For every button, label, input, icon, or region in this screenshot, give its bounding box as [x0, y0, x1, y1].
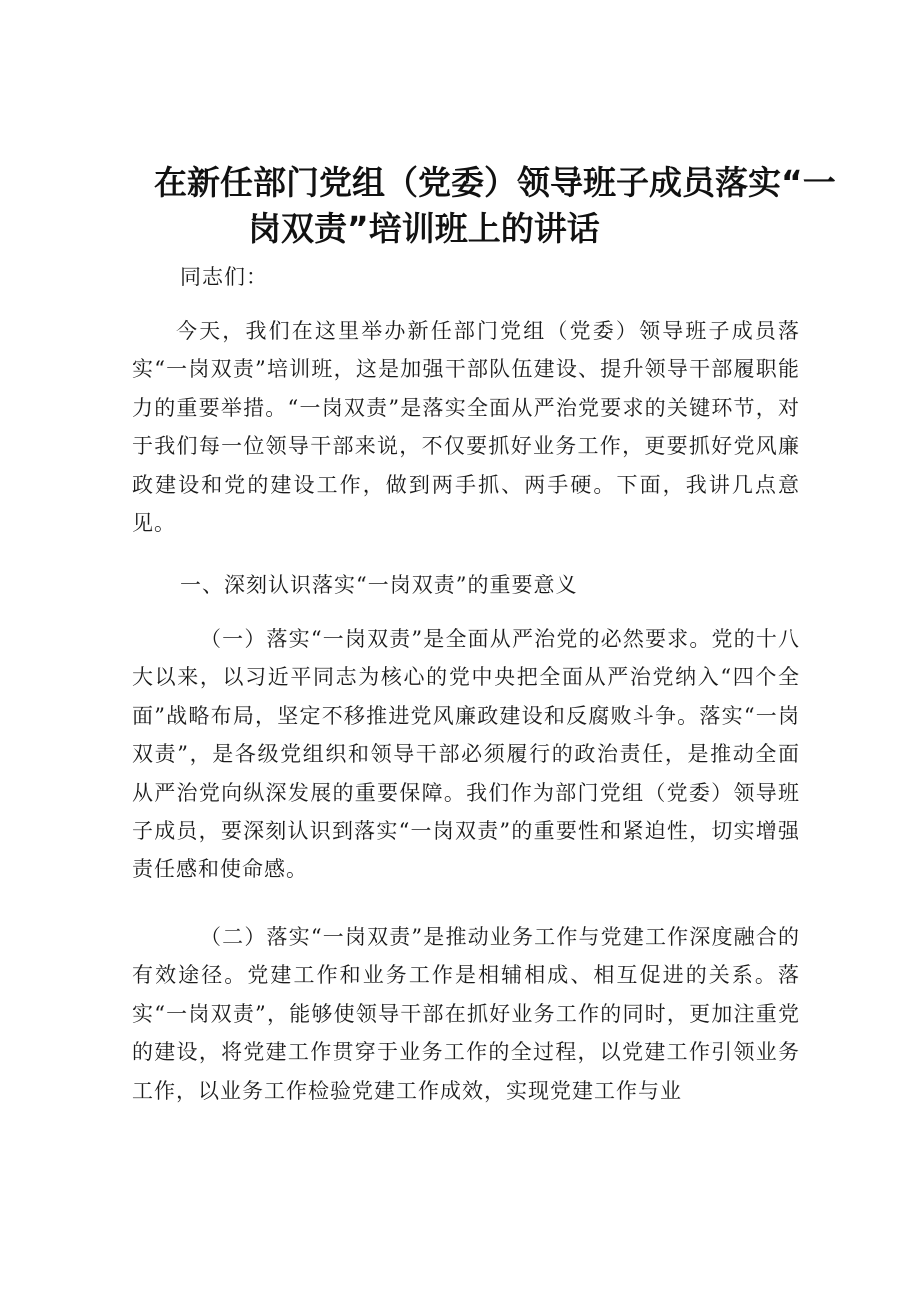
subsection-paragraph-2: （二）落实“一岗双责”是推动业务工作与党建工作深度融合的有效途径。党建工作和业务工作是相辅相成、相互促进的关系。落实“一岗双责”，能够使领导干部在抓好业务工作的同时，更加注重党的建设，将党建工作贯穿于业务工作的全过程，以党建工作引领业务工作，以业务工作检验党建工作成效，实现党建工作与业 — [132, 925, 800, 1103]
opening-paragraph: 今天，我们在这里举办新任部门党组（党委）领导班子成员落实“一岗双责”培训班，这是加强干部队伍建设、提升领导干部履职能力的重要举措。“一岗双责”是落实全面从严治党要求的关键环节，对于我们每一位领导干部来说，不仅要抓好业务工作，更要抓好党风廉政建设和党的建设工作，做到两手抓、两手硬。下面，我讲几点意见。 — [132, 319, 800, 536]
document-title — [120, 160, 836, 252]
subsection-paragraph-1: （一）落实“一岗双责”是全面从严治党的必然要求。党的十八大以来，以习近平同志为核心的党中央把全面从严治党纳入“四个全面”战略布局，坚定不移推进党风廉政建设和反腐败斗争。落实“一岗双责”，是各级党组织和领导干部必须履行的政治责任，是推动全面从严治党向纵深发展的重要保障。我们作为部门党组（党委）领导班子成员，要深刻认识到落实“一岗双责”的重要性和紧迫性，切实增强责任感和使命感。 — [132, 627, 800, 882]
title-line-2: 岗双责”培训班上的讲话 — [248, 209, 600, 248]
salutation: 同志们： — [180, 265, 268, 289]
section-heading-1: 一、深刻认识落实“一岗双责”的重要意义 — [180, 573, 578, 597]
title-line-1: 在新任部门党组（党委）领导班子成员落实“一 — [154, 163, 836, 202]
